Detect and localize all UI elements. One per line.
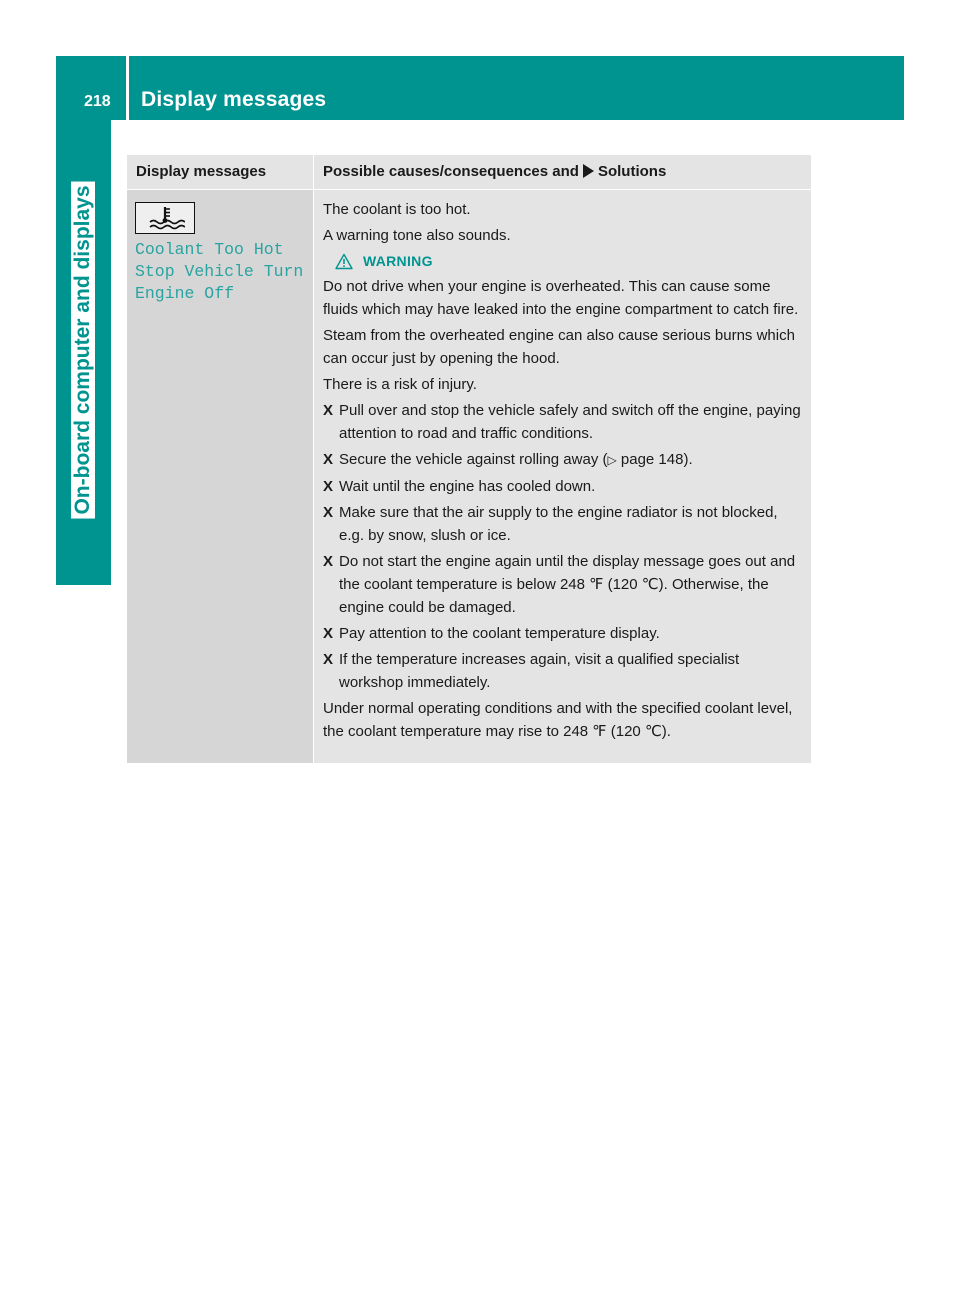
warning-triangle-icon — [335, 253, 353, 270]
step-text: Make sure that the air supply to the engine radiator is not blocked, e.g. by snow, slush or ice. — [339, 504, 778, 544]
step-text: Secure the vehicle against rolling away ( — [339, 451, 608, 468]
step-marker: X — [323, 402, 334, 419]
warning-text: There is a risk of injury. — [323, 376, 477, 393]
step-marker: X — [323, 651, 334, 668]
page-number: 218 — [84, 93, 111, 110]
display-message-cell — [127, 190, 314, 763]
step-marker: X — [323, 451, 334, 468]
note-text: Under normal operating conditions and with the specified coolant level, the coolant temperature may rise to 248 ℉ (120 ℃). — [323, 700, 793, 740]
step-text: Pay attention to the coolant temperature display. — [339, 625, 660, 642]
list-item — [323, 550, 805, 619]
display-line: Engine Off — [135, 284, 235, 303]
step-marker: X — [323, 553, 334, 570]
warning-label: WARNING — [363, 253, 433, 269]
column-header-display-messages: Display messages — [127, 155, 314, 189]
cause-text: The coolant is too hot. — [323, 201, 471, 218]
step-marker: X — [323, 625, 334, 642]
step-text: Pull over and stop the vehicle safely and switch off the engine, paying attention to road and traffic conditions. — [339, 402, 801, 442]
section-title: Display messages — [141, 88, 327, 111]
column-header-prefix: Possible causes/consequences and — [323, 163, 579, 180]
cause-text: A warning tone also sounds. — [323, 227, 511, 244]
display-line: Stop Vehicle Turn — [135, 262, 304, 281]
page-reference-link[interactable]: page 148). — [616, 451, 693, 468]
side-tab-label: On-board computer and displays — [71, 181, 95, 518]
step-marker: X — [323, 478, 334, 495]
table-header-row — [127, 155, 811, 190]
warning-text: Steam from the overheated engine can also cause serious burns which can occur just by opening the hood. — [323, 327, 795, 367]
display-message-text — [135, 239, 313, 305]
display-messages-table — [127, 155, 811, 763]
warning-text: Do not drive when your engine is overheated. This can cause some fluids which may have leaked into the engine compartment to catch fire. — [323, 278, 799, 318]
display-line: Coolant Too Hot — [135, 240, 284, 259]
page-reference-icon: ▷ — [607, 453, 617, 467]
step-marker: X — [323, 504, 334, 521]
list-item — [323, 399, 805, 445]
solution-steps — [323, 399, 805, 694]
solutions-cell — [314, 190, 811, 763]
header-divider — [126, 56, 129, 120]
coolant-temperature-icon — [135, 202, 195, 234]
step-text: If the temperature increases again, visit a qualified specialist workshop immediately. — [339, 651, 740, 691]
list-item — [323, 448, 805, 472]
table-row — [127, 190, 811, 763]
warning-heading — [335, 250, 805, 273]
play-arrow-icon — [583, 164, 594, 178]
step-text: Do not start the engine again until the display message goes out and the coolant temperature is below 248 ℉ (120 ℃). Otherwise, the engine could be damaged. — [339, 553, 796, 616]
column-header-solutions — [314, 155, 811, 189]
list-item — [323, 501, 805, 547]
step-text: Wait until the engine has cooled down. — [339, 478, 596, 495]
list-item — [323, 622, 805, 645]
column-header-suffix: Solutions — [597, 163, 667, 180]
list-item — [323, 475, 805, 498]
coolant-temperature-glyph — [145, 205, 185, 231]
list-item — [323, 648, 805, 694]
